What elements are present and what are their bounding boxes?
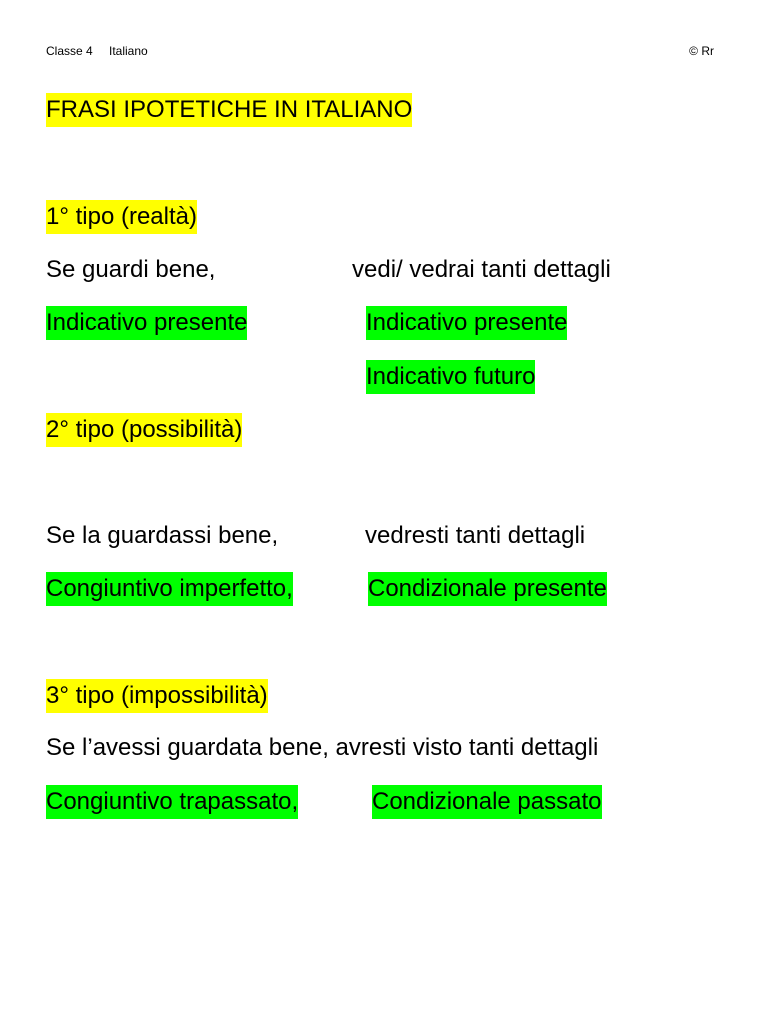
type2-mood-main-clause: Condizionale presente [368, 572, 607, 606]
type3-heading: 3° tipo (impossibilità) [46, 679, 268, 713]
type3-mood-main-clause: Condizionale passato [372, 785, 602, 819]
type1-mood-if-clause: Indicativo presente [46, 306, 247, 340]
type3-mood-if-clause: Congiuntivo trapassato, [46, 785, 298, 819]
type2-example-if-clause: Se la guardassi bene, [46, 522, 279, 549]
type1-example-main-clause: vedi/ vedrai tanti dettagli [352, 256, 611, 283]
type1-example-if-clause: Se guardi bene, [46, 256, 216, 283]
header-copyright: © Rr [689, 44, 714, 58]
header-subject: Italiano [109, 44, 148, 58]
type1-mood-main-clause-alt: Indicativo futuro [366, 360, 535, 394]
type2-heading: 2° tipo (possibilità) [46, 413, 242, 447]
type2-mood-if-clause: Congiuntivo imperfetto, [46, 572, 293, 606]
type3-example-sentence: Se l’avessi guardata bene, avresti visto tanti dettagli [46, 734, 599, 761]
type1-heading: 1° tipo (realtà) [46, 200, 197, 234]
header-class-label: Classe 4 [46, 44, 93, 58]
type2-example-main-clause: vedresti tanti dettagli [365, 522, 586, 549]
page-title: FRASI IPOTETICHE IN ITALIANO [46, 93, 412, 127]
type1-mood-main-clause: Indicativo presente [366, 306, 567, 340]
